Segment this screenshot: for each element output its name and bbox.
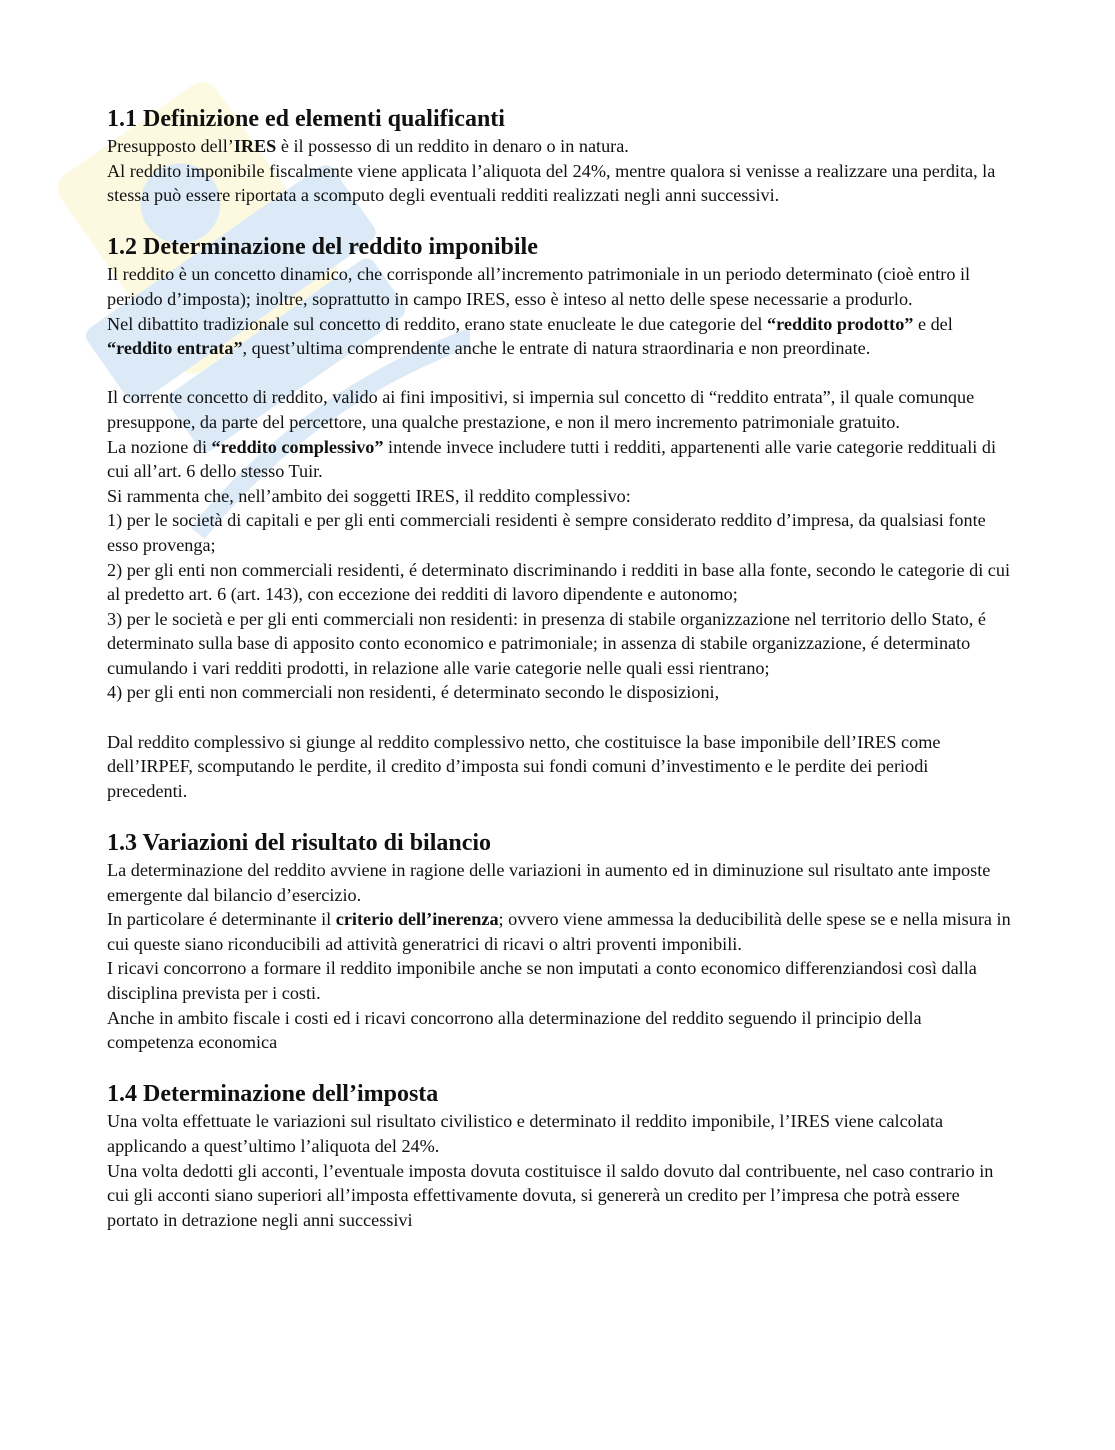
paragraph: In particolare é determinante il criterio dell’inerenza; ovvero viene ammessa la deducibilità delle spese se e nella misura in cui queste siano riconducibili ad attività generatrici di ricavi o altri proventi imponibili. (107, 909, 1011, 954)
section-1-2 (107, 232, 1012, 803)
paragraph: Il reddito è un concetto dinamico, che corrisponde all’incremento patrimoniale in un periodo determinato (cioè entro il periodo d’imposta); inoltre, soprattutto in campo IRES, esso è inteso al netto delle spese necessarie a produrlo. (107, 264, 971, 309)
document-body (107, 104, 1012, 1232)
paragraph: I ricavi concorrono a formare il reddito imponibile anche se non imputati a conto economico differenziandosi così dalla disciplina prevista per i costi. (107, 958, 977, 1003)
section-heading: 1.1 Definizione ed elementi qualificanti (107, 106, 505, 132)
section-1-3 (107, 828, 1012, 1055)
paragraph: Presupposto dell’IRES è il possesso di un reddito in denaro o in natura. (107, 136, 629, 156)
section-1-4 (107, 1079, 1012, 1232)
list-item: 1) per le società di capitali e per gli enti commerciali residenti è sempre considerato reddito d’impresa, da qualsiasi fonte esso provenga; (107, 510, 986, 555)
section-heading: 1.2 Determinazione del reddito imponibile (107, 234, 538, 261)
paragraph: Il corrente concetto di reddito, valido ai fini impositivi, si impernia sul concetto di “reddito entrata”, il quale comunque presuppone, da parte del percettore, una qualche prestazione, e non il mero incremento patrimoniale gratuito. (107, 387, 975, 432)
paragraph: Nel dibattito tradizionale sul concetto di reddito, erano state enucleate le due categorie del “reddito prodotto” e del “reddito entrata”, quest’ultima comprendente anche le entrate di natura straordinaria e non preordinate. (107, 313, 953, 359)
paragraph: La nozione di “reddito complessivo” intende invece includere tutti i redditi, appartenenti alle varie categorie reddituali di cui all’art. 6 dello stesso Tuir. (107, 436, 997, 482)
paragraph: La determinazione del reddito avviene in ragione delle variazioni in aumento ed in diminuzione sul risultato ante imposte emergente dal bilancio d’esercizio. (107, 860, 991, 905)
section-1-1 (107, 104, 1012, 208)
paragraph: Anche in ambito fiscale i costi ed i ricavi concorrono alla determinazione del reddito seguendo il principio della competenza economica (107, 1007, 922, 1053)
section-heading: 1.3 Variazioni del risultato di bilancio (107, 830, 492, 857)
section-heading: 1.4 Determinazione dell’imposta (107, 1081, 439, 1108)
list-item: 2) per gli enti non commerciali residenti, é determinato discriminando i redditi in base alla fonte, secondo le categorie di cui al predetto art. 6 (art. 143), con eccezione dei redditi di lavoro dipendente e autonomo; (107, 559, 1011, 605)
paragraph: Si rammenta che, nell’ambito dei soggetti IRES, il reddito complessivo: (107, 485, 631, 506)
paragraph: Una volta effettuate le variazioni sul risultato civilistico e determinato il reddito imponibile, l’IRES viene calcolata applicando a quest’ultimo l’aliquota del 24%. (107, 1111, 944, 1156)
paragraph: Dal reddito complessivo si giunge al reddito complessivo netto, che costituisce la base imponibile dell’IRES come dell’IRPEF, scomputando le perdite, il credito d’imposta sui fondi comuni d’investimento e le perdite dei periodi precedenti. (107, 731, 941, 801)
list-item: 3) per le società e per gli enti commerciali non residenti: in presenza di stabile organizzazione nel territorio dello Stato, é determinato sulla base di apposito conto economico e patrimoniale; in assenza di stabile organizzazione, é determinato cumulando i vari redditi prodotti, in relazione alle varie categorie nelle quali essi rientrano; (107, 608, 986, 678)
paragraph: Al reddito imponibile fiscalmente viene applicata l’aliquota del 24%, mentre qualora si venisse a realizzare una perdita, la stessa può essere riportata a scomputo degli eventuali redditi realizzati negli anni successivi. (107, 160, 996, 206)
list-item: 4) per gli enti non commerciali non residenti, é determinato secondo le disposizioni, (107, 682, 720, 703)
paragraph: Una volta dedotti gli acconti, l’eventuale imposta dovuta costituisce il saldo dovuto dal contribuente, nel caso contrario in cui gli acconti siano superiori all’imposta effettivamente dovuta, si genererà un credito per l’impresa che potrà essere portato in detrazione negli anni successivi (107, 1160, 994, 1230)
